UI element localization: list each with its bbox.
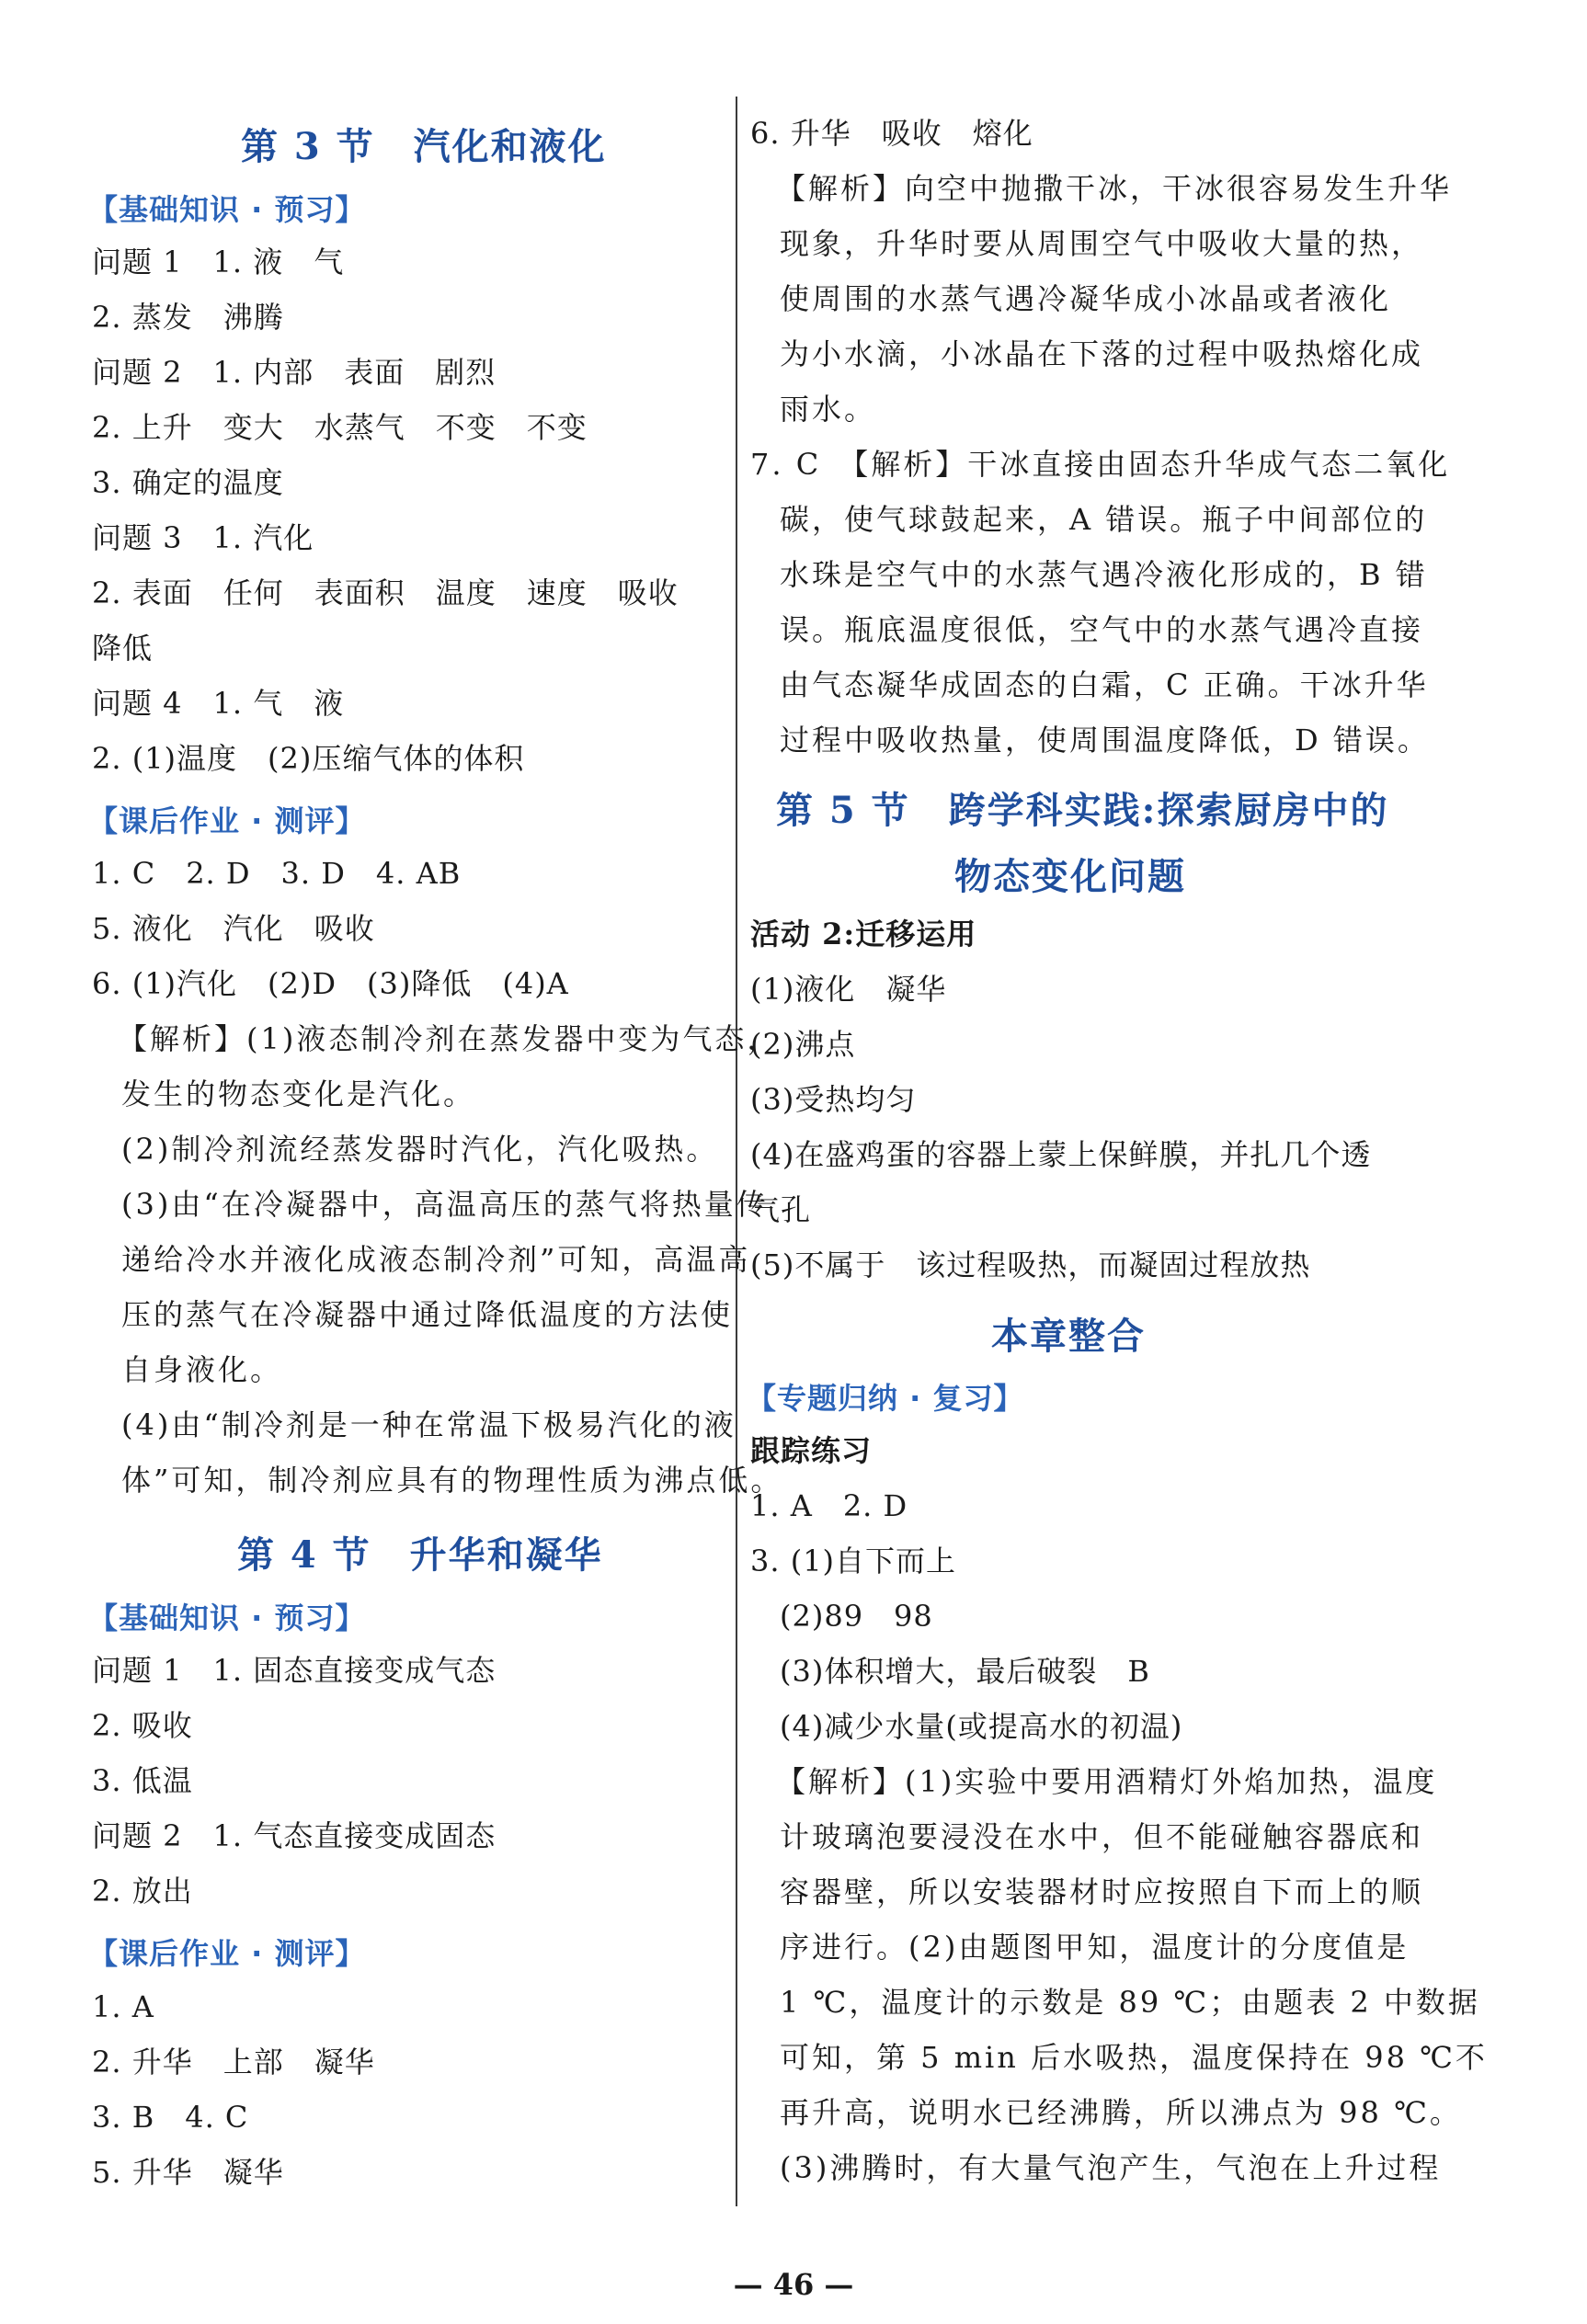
answer-line: 2. 上升 变大 水蒸气 不变 不变 — [92, 410, 588, 445]
explanation-line: 1 ℃，温度计的示数是 89 ℃；由题表 2 中数据 — [780, 1985, 1480, 2020]
explanation-line: (4)由“制冷剂是一种在常温下极易汽化的液 — [121, 1407, 736, 1442]
answer-line: 3. (1)自下而上 — [750, 1544, 957, 1578]
answer-line: 1. A — [92, 1989, 154, 2024]
answer-line: (4)在盛鸡蛋的容器上蒙上保鲜膜，并扎几个透 — [750, 1137, 1372, 1172]
answer-line: (3)体积增大，最后破裂 B — [780, 1654, 1150, 1689]
explanation-line: 误。瓶底温度很低，空气中的水蒸气遇冷直接 — [780, 612, 1424, 647]
explanation-line: 7. C 【解析】干冰直接由固态升华成气态二氧化 — [750, 447, 1451, 482]
explanation-line: 序进行。(2)由题图甲知，温度计的分度值是 — [780, 1930, 1410, 1965]
column-divider — [736, 97, 737, 2206]
answer-line: 问题 2 1. 气态直接变成固态 — [92, 1818, 497, 1853]
answer-line: 降低 — [92, 631, 154, 666]
section-tag: 【基础知识 · 预习】 — [88, 192, 366, 227]
section-title: 第 3 节 汽化和液化 — [241, 125, 607, 168]
answer-line: 2. 蒸发 沸腾 — [92, 300, 284, 335]
explanation-line: (3)沸腾时，有大量气泡产生，气泡在上升过程 — [780, 2150, 1442, 2185]
answer-line: 问题 4 1. 气 液 — [92, 686, 345, 721]
chapter-summary-title: 本章整合 — [991, 1315, 1146, 1358]
explanation-line: 递给冷水并液化成液态制冷剂”可知，高温高 — [121, 1242, 751, 1277]
activity-heading: 活动 2:迁移运用 — [750, 917, 977, 951]
explanation-line: (3)由“在冷凝器中，高温高压的蒸气将热量传 — [121, 1187, 769, 1222]
explanation-line: 再升高，说明水已经沸腾，所以沸点为 98 ℃。 — [780, 2095, 1462, 2130]
section-tag: 【专题归纳 · 复习】 — [747, 1381, 1024, 1416]
answer-line: 3. 确定的温度 — [92, 465, 284, 500]
section-tag: 【课后作业 · 测评】 — [88, 803, 366, 838]
explanation-line: 使周围的水蒸气遇冷凝华成小冰晶或者液化 — [780, 281, 1392, 316]
answer-line: (1)液化 凝华 — [750, 972, 947, 1007]
answer-line: (3)受热均匀 — [750, 1082, 917, 1117]
section-tag: 【基础知识 · 预习】 — [88, 1601, 366, 1635]
answer-line: 2. 表面 任何 表面积 温度 速度 吸收 — [92, 575, 679, 610]
answer-line: 2. (1)温度 (2)压缩气体的体积 — [92, 741, 525, 776]
answer-line: 2. 吸收 — [92, 1708, 193, 1743]
page-number: — 46 — — [733, 2267, 854, 2302]
explanation-line: 容器壁，所以安装器材时应按照自下而上的顺 — [780, 1874, 1424, 1909]
answer-line: 3. B 4. C — [92, 2100, 249, 2135]
answer-line: 问题 2 1. 内部 表面 剧烈 — [92, 355, 497, 390]
explanation-line: 【解析】(1)液态制冷剂在蒸发器中变为气态， — [118, 1021, 780, 1056]
answer-line: 问题 1 1. 液 气 — [92, 245, 345, 279]
explanation-line: 雨水。 — [780, 392, 877, 427]
explanation-line: 【解析】向空中抛撒干冰，干冰很容易发生升华 — [776, 171, 1453, 206]
answer-line: 5. 升华 凝华 — [92, 2155, 284, 2190]
section-tag: 【课后作业 · 测评】 — [88, 1936, 366, 1971]
explanation-line: 【解析】(1)实验中要用酒精灯外焰加热，温度 — [776, 1764, 1438, 1799]
explanation-line: 可知，第 5 min 后水吸热，温度保持在 98 ℃不 — [780, 2040, 1488, 2075]
answer-line: 2. 放出 — [92, 1874, 193, 1908]
answer-line: (2)沸点 — [750, 1027, 856, 1062]
explanation-line: 为小水滴，小冰晶在下落的过程中吸热熔化成 — [780, 336, 1424, 371]
answer-line: 1. A 2. D — [750, 1488, 908, 1523]
answer-line: (4)减少水量(或提高水的初温) — [780, 1709, 1183, 1744]
explanation-line: (2)制冷剂流经蒸发器时汽化，汽化吸热。 — [121, 1132, 719, 1167]
answer-line: (5)不属于 该过程吸热，而凝固过程放热 — [750, 1247, 1311, 1282]
answer-line: 6. 升华 吸收 熔化 — [750, 116, 1033, 151]
section-title-continued: 物态变化问题 — [954, 855, 1186, 898]
answer-line: 2. 升华 上部 凝华 — [92, 2045, 375, 2079]
explanation-line: 碳，使气球鼓起来，A 错误。瓶子中间部位的 — [780, 502, 1428, 537]
explanation-line: 自身液化。 — [121, 1352, 283, 1387]
explanation-line: 现象，升华时要从周围空气中吸收大量的热， — [780, 226, 1424, 261]
answer-line: 5. 液化 汽化 吸收 — [92, 911, 375, 946]
explanation-line: 计玻璃泡要浸没在水中，但不能碰触容器底和 — [780, 1819, 1424, 1854]
explanation-line: 压的蒸气在冷凝器中通过降低温度的方法使 — [121, 1297, 734, 1332]
answer-line: 1. C 2. D 3. D 4. AB — [92, 856, 462, 891]
section-title: 第 4 节 升华和凝华 — [237, 1533, 603, 1577]
answer-line: 6. (1)汽化 (2)D (3)降低 (4)A — [92, 966, 569, 1001]
answer-line: 气孔 — [750, 1192, 812, 1227]
practice-heading: 跟踪练习 — [750, 1433, 873, 1468]
explanation-line: 体”可知，制冷剂应具有的物理性质为沸点低。 — [121, 1463, 783, 1498]
explanation-line: 水珠是空气中的水蒸气遇冷液化形成的，B 错 — [780, 557, 1428, 592]
answer-line: 问题 3 1. 汽化 — [92, 520, 314, 555]
explanation-line: 由气态凝华成固态的白霜，C 正确。干冰升华 — [780, 667, 1429, 702]
explanation-line: 过程中吸收热量，使周围温度降低，D 错误。 — [780, 723, 1430, 758]
answer-line: 3. 低温 — [92, 1763, 193, 1798]
section-title: 第 5 节 跨学科实践:探索厨房中的 — [776, 789, 1389, 832]
explanation-line: 发生的物态变化是汽化。 — [121, 1077, 476, 1111]
answer-line: (2)89 98 — [780, 1599, 933, 1634]
answer-line: 问题 1 1. 固态直接变成气态 — [92, 1653, 497, 1688]
